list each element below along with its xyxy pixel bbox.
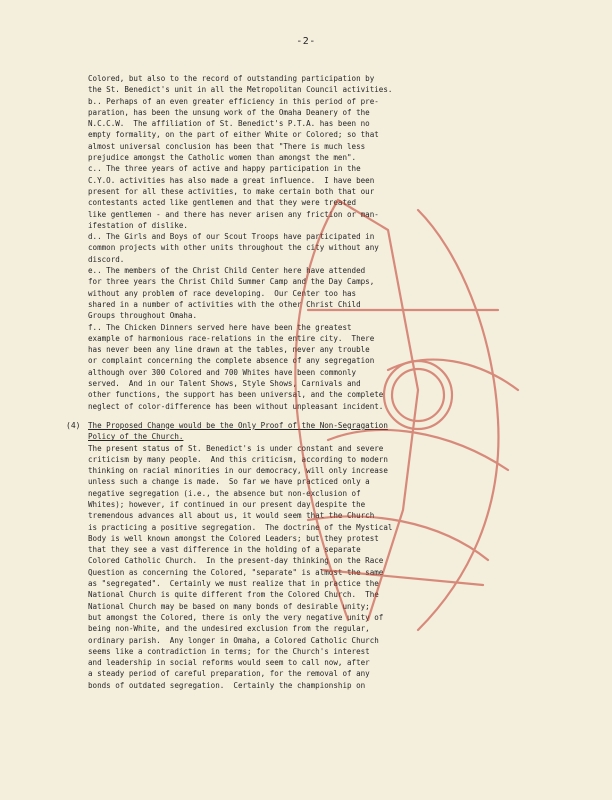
text-line: Colored, but also to the record of outstanding participation by xyxy=(88,74,375,83)
text-line: seems like a contradiction in terms; for the Church's interest xyxy=(88,646,370,656)
text-line: is practicing a positive segregation. The doctrine of the Mystical xyxy=(88,522,393,532)
text-line: b.. Perhaps of an even greater efficiency in this period of pre- xyxy=(88,96,379,106)
text-line: paration, has been the unsung work of the Omaha Deanery of the xyxy=(88,107,370,117)
text-line: criticism by many people. And this criticism, according to modern xyxy=(88,454,388,464)
text-line: like gentlemen - and there has never arisen any friction or man- xyxy=(88,209,379,219)
section-4 xyxy=(66,420,548,691)
text-line: without any problem of race developing. Our Center too has xyxy=(88,288,357,298)
text-line: although over 300 Colored and 700 Whites have been commonly xyxy=(88,367,357,377)
heading-line: Policy of the Church. xyxy=(88,432,184,442)
text-line: common projects with other units throughout the city without any xyxy=(88,243,379,253)
text-line: National Church is quite different from the Colored Church. The xyxy=(88,590,379,600)
section-number: (4) xyxy=(66,420,81,430)
text-line: contestants acted like gentlemen and that they were treated xyxy=(88,198,357,208)
text-line: ifestation of dislike. xyxy=(88,220,188,230)
text-line: ordinary parish. Any longer in Omaha, a Colored Catholic Church xyxy=(88,635,379,645)
text-line: C.Y.O. activities has also made a great influence. I have been xyxy=(88,175,375,185)
text-line: Whites); however, if continued in our present day despite the xyxy=(88,499,366,509)
text-line: example of harmonious race-relations in the entire city. There xyxy=(88,333,375,343)
text-line: prejudice amongst the Catholic women than amongst the men". xyxy=(88,153,357,163)
section-heading xyxy=(88,420,548,443)
text-line: but amongst the Colored, there is only the very negative unity of xyxy=(88,612,384,622)
text-line: almost universal conclusion has been that "There is much less xyxy=(88,141,366,151)
text-line: Body is well known amongst the Colored Leaders; but they protest xyxy=(88,533,379,543)
text-line: N.C.C.W. The affiliation of St. Benedict's P.T.A. has been no xyxy=(88,119,370,129)
text-line: being non-White, and the undesired exclusion from the regular, xyxy=(88,624,370,634)
text-line: present for all these activities, to make certain both that our xyxy=(88,186,375,196)
text-line: Groups throughout Omaha. xyxy=(88,311,198,321)
paragraphs-before xyxy=(88,73,548,412)
text-line: other functions, the support has been universal, and the complete xyxy=(88,390,384,400)
text-line: for three years the Christ Child Summer Camp and the Day Camps, xyxy=(88,277,375,287)
text-line: d.. The Girls and Boys of our Scout Troops have participated in xyxy=(88,232,375,242)
text-line: shared in a number of activities with the other Christ Child xyxy=(88,299,361,309)
text-line: unless such a change is made. So far we have practiced only a xyxy=(88,477,370,487)
text-line: e.. The members of the Christ Child Center here have attended xyxy=(88,266,366,276)
text-line: bonds of outdated segregation. Certainly the championship on xyxy=(88,680,366,690)
text-line: has never been any line drawn at the tables, never any trouble xyxy=(88,345,370,355)
text-line: the St. Benedict's unit in all the Metropolitan Council activities. xyxy=(88,85,393,95)
text-line: tremendous advances all about us, it would seem that the Church xyxy=(88,511,375,521)
text-line: served. And in our Talent Shows, Style Shows, Carnivals and xyxy=(88,379,361,389)
text-line: a steady period of careful preparation, for the removal of any xyxy=(88,669,370,679)
text-line: neglect of color-difference has been without unpleasant incident. xyxy=(88,401,384,411)
text-line: discord. xyxy=(88,254,125,264)
text-line: thinking on racial minorities in our democracy, will only increase xyxy=(88,466,388,476)
text-line: Colored Catholic Church. In the present-day thinking on the Race xyxy=(88,556,384,566)
text-line: that they see a vast difference in the holding of a separate xyxy=(88,545,361,555)
text-line: The present status of St. Benedict's is under constant and severe xyxy=(88,443,384,453)
text-line: National Church may be based on many bonds of desirable unity; xyxy=(88,601,370,611)
text-line: and leadership in social reforms would seem to call now, after xyxy=(88,658,370,668)
text-line: f.. The Chicken Dinners served here have been the greatest xyxy=(88,322,352,332)
section-body xyxy=(88,443,548,692)
heading-line: The Proposed Change would be the Only Proof of the Non-Segragation xyxy=(88,420,388,430)
body-text xyxy=(66,73,548,691)
text-line: empty formality, on the part of either White or Colored; so that xyxy=(88,130,379,140)
section-gap xyxy=(88,412,548,420)
page-number: -2- xyxy=(296,36,316,47)
text-line: negative segregation (i.e., the absence but non-exclusion of xyxy=(88,488,361,498)
text-line: Question as concerning the Colored, "separate" is almost the same xyxy=(88,567,384,577)
text-line: or complaint concerning the complete absence of any segregation xyxy=(88,356,375,366)
text-line: c.. The three years of active and happy participation in the xyxy=(88,164,361,174)
text-line: as "segregated". Certainly we must realize that in practice the xyxy=(88,579,379,589)
